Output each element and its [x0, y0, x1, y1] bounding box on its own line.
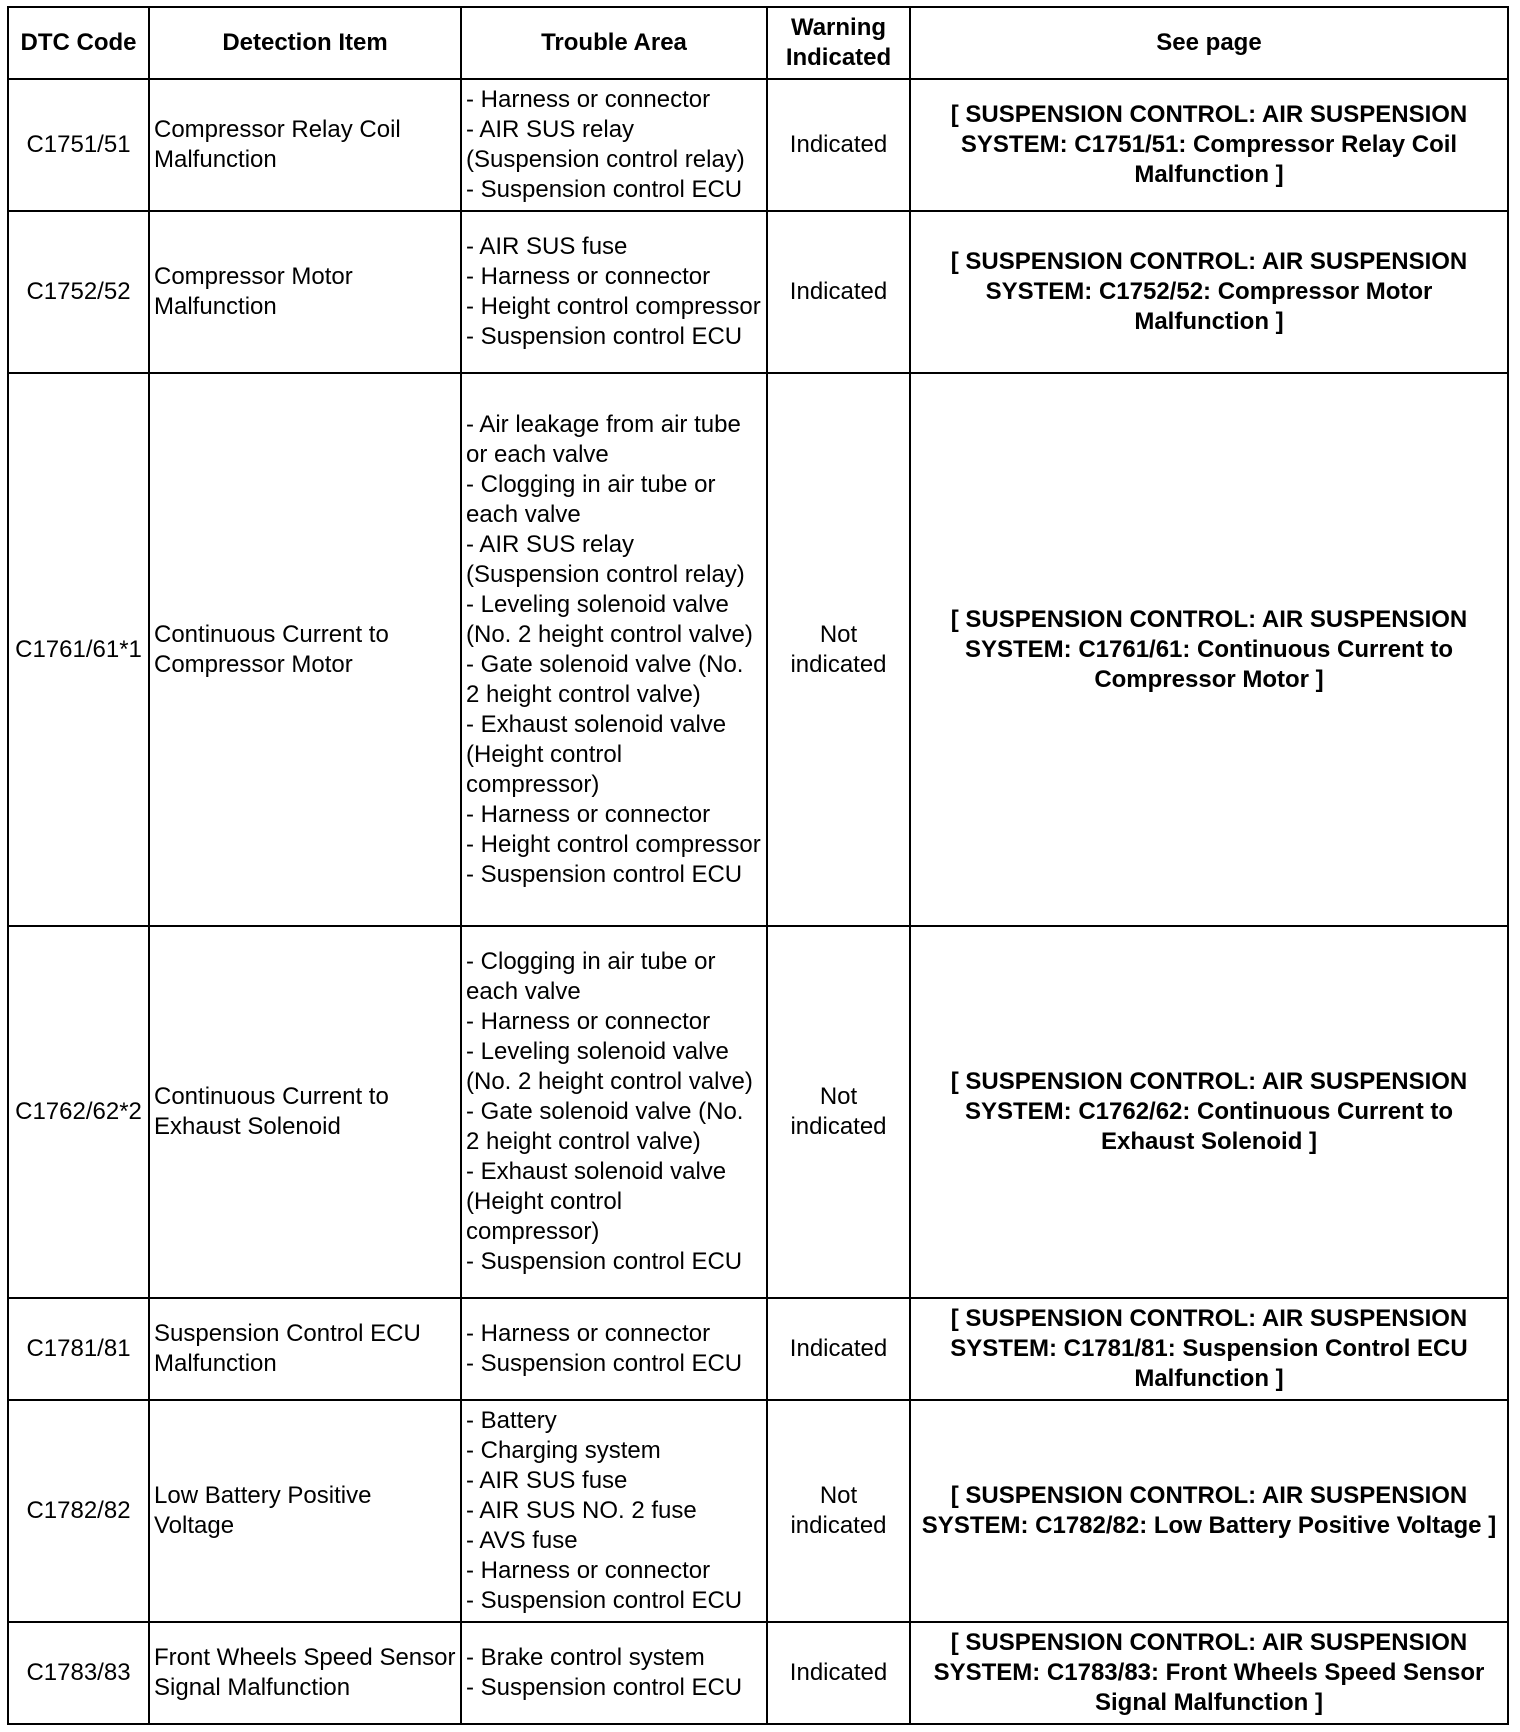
trouble-area-line: - Suspension control ECU	[466, 1587, 743, 1614]
trouble-area-line: - Harness or connector	[466, 1557, 711, 1584]
table-row	[8, 1298, 1508, 1400]
dtc-code-cell: C1782/82	[8, 1400, 149, 1622]
see-page-link[interactable]: [ SUSPENSION CONTROL: AIR SUSPENSION SYSTEM: C1752/52: Compressor Motor Malfunction ]	[910, 211, 1508, 373]
see-page-link[interactable]: [ SUSPENSION CONTROL: AIR SUSPENSION SYSTEM: C1781/81: Suspension Control ECU Malfunction ]	[910, 1298, 1508, 1400]
dtc-code-cell: C1783/83	[8, 1622, 149, 1724]
warning-cell: Not indicated	[767, 926, 910, 1298]
trouble-area-line: - Harness or connector	[466, 263, 711, 290]
trouble-area-cell	[461, 211, 767, 373]
trouble-area-line: - Air leakage from air tube or each valve	[466, 410, 741, 468]
trouble-area-cell	[461, 373, 767, 926]
header-see-page: See page	[910, 7, 1508, 79]
trouble-area-line: - AIR SUS fuse	[466, 233, 628, 260]
detection-item-cell: Compressor Relay Coil Malfunction	[149, 79, 461, 211]
table-row	[8, 211, 1508, 373]
trouble-area-line: - Exhaust solenoid valve (Height control compressor)	[466, 1158, 727, 1245]
see-page-link[interactable]: [ SUSPENSION CONTROL: AIR SUSPENSION SYSTEM: C1762/62: Continuous Current to Exhaust Solenoid ]	[910, 926, 1508, 1298]
warning-cell: Not indicated	[767, 1400, 910, 1622]
detection-item-cell: Front Wheels Speed Sensor Signal Malfunction	[149, 1622, 461, 1724]
trouble-area-cell	[461, 79, 767, 211]
table-row	[8, 926, 1508, 1298]
warning-cell: Indicated	[767, 211, 910, 373]
trouble-area-cell	[461, 926, 767, 1298]
trouble-area-line: - Clogging in air tube or each valve	[466, 470, 716, 528]
trouble-area-line: - Suspension control ECU	[466, 323, 743, 350]
trouble-area-line: - Harness or connector	[466, 86, 711, 113]
detection-item-cell: Suspension Control ECU Malfunction	[149, 1298, 461, 1400]
table-row	[8, 79, 1508, 211]
trouble-area-line: - AIR SUS relay (Suspension control relay)	[466, 530, 745, 588]
trouble-area-cell	[461, 1622, 767, 1724]
trouble-area-line: - Suspension control ECU	[466, 860, 743, 888]
header-warning-indicated: Warning Indicated	[767, 7, 910, 79]
trouble-area-line: - AVS fuse	[466, 1527, 578, 1554]
dtc-code-cell: C1781/81	[8, 1298, 149, 1400]
trouble-area-line: - Brake control system	[466, 1644, 705, 1671]
trouble-area-line: - Battery	[466, 1407, 557, 1434]
table-row	[8, 1400, 1508, 1622]
trouble-area-line: - Gate solenoid valve (No. 2 height control valve)	[466, 1098, 744, 1155]
see-page-link[interactable]: [ SUSPENSION CONTROL: AIR SUSPENSION SYSTEM: C1751/51: Compressor Relay Coil Malfunction ]	[910, 79, 1508, 211]
trouble-area-line: - Leveling solenoid valve (No. 2 height control valve)	[466, 590, 753, 648]
trouble-area-line: - Clogging in air tube or each valve	[466, 948, 716, 1005]
dtc-table	[7, 6, 1509, 1725]
dtc-code-cell: C1751/51	[8, 79, 149, 211]
dtc-code-cell: C1752/52	[8, 211, 149, 373]
header-row	[8, 7, 1508, 79]
header-dtc-code: DTC Code	[8, 7, 149, 79]
trouble-area-cell	[461, 1298, 767, 1400]
header-detection-item: Detection Item	[149, 7, 461, 79]
see-page-link[interactable]: [ SUSPENSION CONTROL: AIR SUSPENSION SYSTEM: C1782/82: Low Battery Positive Voltage ]	[910, 1400, 1508, 1622]
see-page-link[interactable]: [ SUSPENSION CONTROL: AIR SUSPENSION SYSTEM: C1761/61: Continuous Current to Compressor Motor ]	[910, 373, 1508, 926]
warning-cell: Not indicated	[767, 373, 910, 926]
trouble-area-line: - AIR SUS NO. 2 fuse	[466, 1497, 697, 1524]
trouble-area-line: - Suspension control ECU	[466, 1674, 743, 1701]
trouble-area-line: - Suspension control ECU	[466, 1350, 743, 1377]
warning-cell: Indicated	[767, 1622, 910, 1724]
warning-cell: Indicated	[767, 1298, 910, 1400]
detection-item-cell: Compressor Motor Malfunction	[149, 211, 461, 373]
trouble-area-line: - AIR SUS fuse	[466, 1467, 628, 1494]
table-row	[8, 1622, 1508, 1724]
table-row	[8, 373, 1508, 926]
trouble-area-line: - Leveling solenoid valve (No. 2 height control valve)	[466, 1038, 753, 1095]
trouble-area-line: - Height control compressor	[466, 293, 761, 320]
warning-cell: Indicated	[767, 79, 910, 211]
trouble-area-cell	[461, 1400, 767, 1622]
dtc-code-cell: C1762/62*2	[8, 926, 149, 1298]
detection-item-cell: Continuous Current to Exhaust Solenoid	[149, 926, 461, 1298]
trouble-area-line: - Gate solenoid valve (No. 2 height control valve)	[466, 650, 744, 708]
trouble-area-line: - Suspension control ECU	[466, 176, 743, 203]
detection-item-cell: Low Battery Positive Voltage	[149, 1400, 461, 1622]
trouble-area-line: - Harness or connector	[466, 800, 711, 828]
trouble-area-line: - Exhaust solenoid valve (Height control compressor)	[466, 710, 727, 798]
trouble-area-line: - Harness or connector	[466, 1008, 711, 1035]
trouble-area-line: - Height control compressor	[466, 830, 761, 858]
trouble-area-line: - AIR SUS relay (Suspension control relay)	[466, 116, 745, 173]
detection-item-cell: Continuous Current to Compressor Motor	[149, 373, 461, 926]
trouble-area-line: - Suspension control ECU	[466, 1248, 743, 1275]
trouble-area-line: - Harness or connector	[466, 1320, 711, 1347]
dtc-code-cell: C1761/61*1	[8, 373, 149, 926]
trouble-area-line: - Charging system	[466, 1437, 661, 1464]
header-trouble-area: Trouble Area	[461, 7, 767, 79]
see-page-link[interactable]: [ SUSPENSION CONTROL: AIR SUSPENSION SYSTEM: C1783/83: Front Wheels Speed Sensor Signal Malfunction ]	[910, 1622, 1508, 1724]
